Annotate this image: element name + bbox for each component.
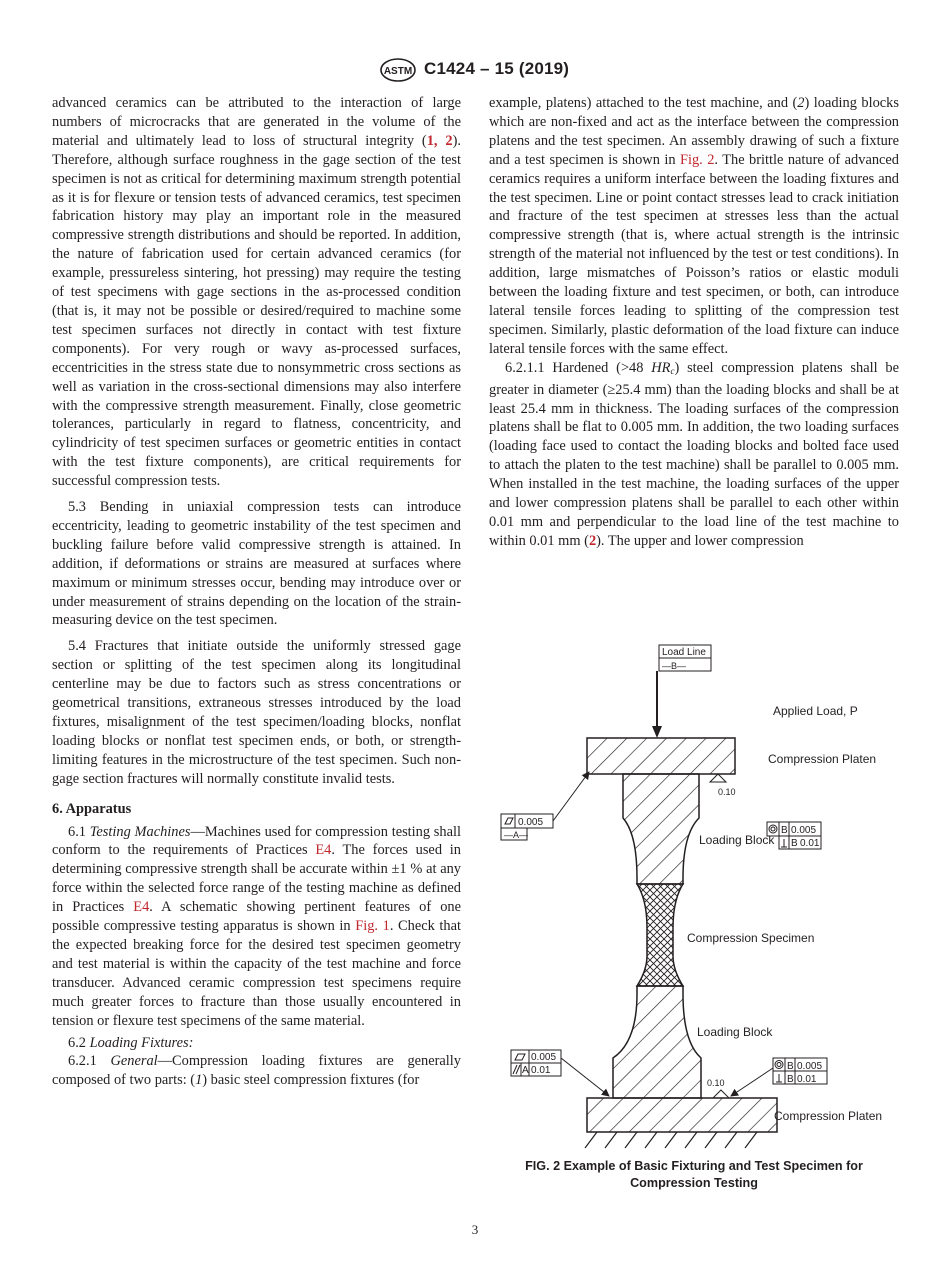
svg-text:—A—: —A— [504, 830, 529, 840]
paragraph-continued: advanced ceramics can be attributed to the interaction of large numbers of microcracks that are generated in the volume of the material and ultimately lead to loss of structural integrity (1, 2). Therefore, although surface roughness in the gage section of the test specimen is not as critical for determining maximum strength potential as it is for flexure or tension tests of advanced ceramics, test specimen fabrication history may play an important role in the measured compressive strength distributions and should be reported. In addition, the nature of fabrication used for certain advanced ceramics (for example, pressureless sintering, hot pressing) may require the testing of test specimens with gage sections in the as-processed condition (that is, it may not be possible or desired/required to machine some test specimen surfaces not directly in contact with test fixture components). For very rough or wavy as-processed surfaces, eccentricities in the stress state due to nonsymmetric cross sections as well as variation in the cross-sectional dimensions may also interfere with the compressive strength measurement. Finally, close geometric tolerances, particularly in regard to flatness, concentricity, and cylindricity of test specimen surfaces or geometric entities in contact with the test fixture components), are critical requirements for successful compression tests. [52, 95, 461, 490]
paragraph-6-2-1: 6.2.1 General—Compression loading fixtures are generally composed of two parts: (1) basic steel compression fixtures (for [52, 1053, 461, 1089]
standard-designation: C1424 – 15 (2019) [424, 59, 570, 78]
svg-text:0.01: 0.01 [797, 1074, 817, 1085]
top-platen-label: Compression Platen [768, 752, 877, 766]
compression-specimen [637, 884, 683, 986]
svg-text:—B—: —B— [662, 661, 687, 671]
flatness-parallelism-callout [511, 1050, 609, 1096]
reference-link[interactable]: 2 [588, 532, 597, 549]
load-arrow-head [652, 726, 662, 738]
upper-loading-block [623, 774, 699, 884]
reference-link-e4[interactable]: E4 [315, 842, 332, 859]
svg-text:0.005: 0.005 [518, 817, 544, 828]
paragraph-continued-right: example, platens) attached to the test machine, and (2) loading blocks which are non-fixed and act as the interface between the compression platens and the test specimen. An assembly drawing of such a fixture and a test specimen is shown in Fig. 2. The brittle nature of advanced ceramics requires a uniform interface between the loading fixtures and the test specimen. Line or point contact stresses lead to crack initiation and fracture of the test specimen at stresses less than the actual compressive strength (that is, where actual strength is the intrinsic strength of the material not influenced by the test or test conditions). In addition, large mismatches of Poisson’s ratios or elastic moduli between the loading fixture and test specimen, or both, can introduce lateral tensile forces leading to splitting of the compression test specimen. Similarly, plastic deformation of the load fixture can induce lateral tensile forces with the same effect. [489, 95, 899, 357]
page-header [0, 58, 950, 82]
paragraph-6-2: 6.2 Loading Fixtures: [68, 1034, 194, 1051]
section-heading-apparatus: 6. Apparatus [52, 800, 132, 817]
lower-loading-block [613, 986, 701, 1098]
fixture-drawing [489, 638, 899, 1158]
perp-tolerance-top: 0.10 [718, 787, 736, 797]
perp-tolerance-bottom: 0.10 [707, 1078, 725, 1088]
ground-hatch [585, 1132, 757, 1148]
upper-loading-block-label: Loading Block [699, 833, 775, 847]
svg-text:B: B [781, 825, 788, 836]
reference-link-e4[interactable]: E4 [133, 899, 150, 916]
svg-text:A: A [522, 1065, 529, 1076]
svg-text:0.01: 0.01 [800, 838, 820, 849]
figure-link-fig1[interactable]: Fig. 1 [355, 918, 390, 935]
figure-2-diagram [489, 638, 899, 1158]
lower-loading-block-label: Loading Block [697, 1025, 773, 1039]
left-column [52, 94, 461, 1090]
astm-logo [379, 58, 417, 82]
paragraph-6-1: 6.1 Testing Machines—Machines used for compression testing shall conform to the requirements of Practices E4. The forces used in determining compressive strength shall be accurate within ±1 % at any force within the selected force range of the testing machine as defined in Practices E4. A schematic showing pertinent features of one possible compressive testing apparatus is shown in Fig. 1. Check that the expected breaking force for the desired test specimen geometry and test material is within the capacity of the test machine and force transducer. Advanced ceramic compression test specimens require much greater forces to fracture than those usually encountered in tension or flexure test specimens of the same material. [52, 823, 462, 1029]
svg-text:Load Line: Load Line [662, 647, 706, 658]
svg-text:0.005: 0.005 [531, 1052, 557, 1063]
svg-text:0.005: 0.005 [797, 1061, 823, 1072]
paragraph-5-3: 5.3 Bending in uniaxial compression tests can introduce eccentricity, leading to geometric instability of the test specimen and buckling failure before valid compressive strength is attained. In addition, if deformations or strains are measured at surfaces where maximum or minimum stresses occur, bending may introduce over or under measurement of strains depending on the location of the strain-measuring device on the test specimen. [52, 499, 461, 629]
top-compression-platen [587, 738, 735, 774]
bottom-compression-platen [587, 1098, 777, 1132]
figure-link-fig2[interactable]: Fig. 2 [679, 151, 715, 168]
paragraph-5-4: 5.4 Fractures that initiate outside the uniformly stressed gage section or splitting of the test specimen along its longitudinal centerline may be due to factors such as stress concentrations or geometrical transitions, extraneous stresses introduced by the load fixtures, misalignment of the test specimen/loading blocks, nonflat loading blocks or nonflat test specimen ends, or both, or strength-limiting features in the microstructure of the test specimen. Such non-gage section fractures will normally constitute invalid tests. [52, 638, 461, 787]
reference-link[interactable]: 1 [426, 132, 434, 149]
page-number: 3 [471, 1222, 479, 1237]
figure-caption: FIG. 2 Example of Basic Fixturing and Test Specimen for Compression Testing [525, 1159, 863, 1190]
load-line-label [659, 645, 711, 671]
svg-text:B: B [791, 838, 798, 849]
svg-text:0.005: 0.005 [791, 825, 817, 836]
flatness-callout-a [501, 772, 589, 840]
paragraph-6-2-1-1: 6.2.1.1 Hardened (>48 $HR_c$) steel compression platens shall be greater in diameter (≥25.4 mm) than the loading blocks and shall be at least 25.4 mm in thickness. The loading surfaces of the compression platens shall be flat to 0.005 mm. In addition, the two loading surfaces (loading face used to contact the loading blocks and bolted face used to attach the platen to the test machine) shall be parallel to 0.005 mm. When installed in the test machine, the loading surfaces of the upper and lower compression platens shall be parallel to each other within 0.01 mm and perpendicular to the load line of the test machine to within 0.01 mm (2). The upper and lower compression [489, 359, 899, 549]
bottom-platen-label: Compression Platen [774, 1109, 883, 1123]
svg-text:ASTM: ASTM [383, 66, 413, 77]
concentricity-callout-bottom [731, 1058, 827, 1096]
svg-text:B: B [787, 1061, 794, 1072]
concentricity-callout-top [767, 822, 821, 849]
specimen-label: Compression Specimen [687, 931, 815, 945]
svg-text:B: B [787, 1074, 794, 1085]
svg-text:0.01: 0.01 [531, 1065, 551, 1076]
reference-link[interactable]: 2 [445, 132, 453, 149]
applied-load-label: Applied Load, P [773, 704, 858, 718]
right-column [489, 94, 899, 551]
